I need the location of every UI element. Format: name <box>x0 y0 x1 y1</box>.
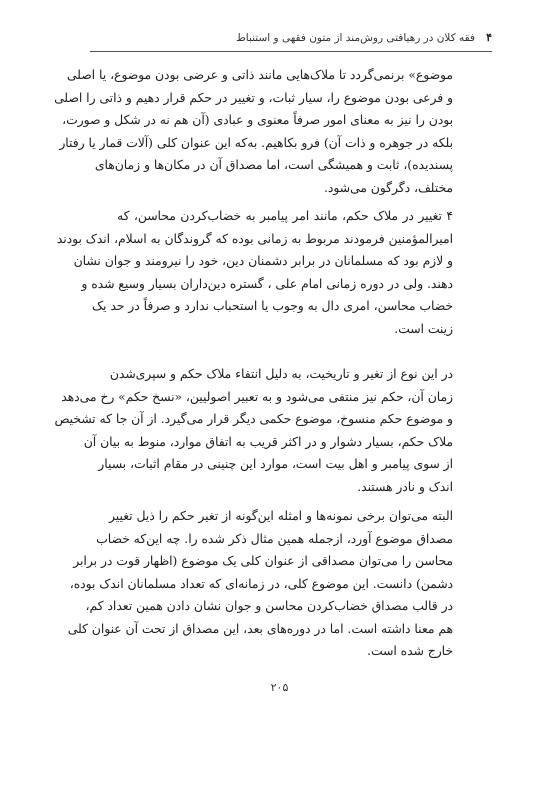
text-line: و فرعی بودن موضوع را، سیار ثبات، و تغییر در حکم قرار دهیم و ذاتی را اصلی <box>54 90 453 105</box>
text-line: خارج شده است. <box>367 644 453 658</box>
text-line: زینت است. <box>394 321 453 336</box>
text-line: هم معنا داشته است. اما در دوره‌های بعد، این مصداق از تحت آن عنوان کلی <box>67 621 453 636</box>
chapter-number: ۴ <box>486 31 492 44</box>
text-line: مصداق موضوع آورد، ازجمله همین مثال ذکر شده را. چه این‌که خضاب <box>96 531 453 546</box>
text-line: در قالب مصداق خضاب‌کردن محاسن و جوان نشان دادن همین تعداد کم، <box>85 599 453 613</box>
text-line: امیرالمؤمنین فرمودند مربوط به زمانی بوده که گروندگان به اسلام، اندک بودند <box>56 231 453 246</box>
paragraph-2 <box>56 205 453 340</box>
text-line: در این نوع از تغیر و تاریخیت، به دلیل انتفاء ملاک حکم و سپری‌شدن <box>109 367 453 381</box>
text-line: دشمن) دانست. این موضوع کلی، در زمانه‌ای که تعداد مسلمانان اندک بوده، <box>69 576 453 591</box>
text-line: ۴ تغییر در ملاک حکم، مانند امر پیامبر به خضاب‌کردن محاسن، که <box>117 209 453 223</box>
text-line: و لازم بود که مسلمانان در برابر دشمنان دین، خود را نیرومند و جوان نشان <box>73 254 453 268</box>
text-line: اندک و نادر هستند. <box>357 479 453 494</box>
page-number: ۲۰۵ <box>270 681 289 694</box>
text-line: مختلف، دگرگون می‌شود. <box>323 180 453 195</box>
text-line: پسندیده)، ثابت و همیشگی است، اما مصداق آن در مکان‌ها و زمان‌های <box>94 158 453 172</box>
text-line: و موضوع حکم منسوخ، موضوع حکمی دیگر قرار می‌گیرد. از آن جا که تشخیص <box>54 412 453 426</box>
paragraph-3 <box>54 363 453 498</box>
text-line: بلکه در جوهره و ذات آن) فرو بکاهیم. به‌که این عنوان کلی (آلات قمار یا رفتار <box>59 135 453 150</box>
page-header <box>90 31 492 49</box>
text-line: از سوی پیامبر و اهل بیت است، موارد این چنینی در مقام اثبات، بسیار <box>98 457 453 471</box>
running-title: فقه کلان در رهیافتی روش‌مند از متون فقهی و استنباط <box>236 32 475 44</box>
header-divider <box>90 51 492 52</box>
paragraph-4 <box>67 505 453 663</box>
text-line: محاسن را می‌توان مصداقی از عنوان کلی یک موضوع (اظهار قوت در برابر <box>73 554 453 568</box>
paragraph-1 <box>54 64 453 199</box>
text-line: البته می‌توان برخی نمونه‌ها و امثله این‌گونه از تغیر حکم را ذیل تغییر <box>109 509 453 523</box>
text-line: دهند. ولی در دوره زمانی امام علی ، گستره دین‌داران بسیار وسیع شده و <box>81 276 453 291</box>
text-line: ملاک حکم، بسیار دشوار و در اکثر قریب به اتفاق موارد، منوط به بیان آن <box>83 434 453 449</box>
text-line: زمان آن، حکم نیز منتفی می‌شود و به تعبیر اصولیین، «نسخ حکم» رخ می‌دهد <box>61 389 453 404</box>
text-line: خضاب محاسن، امری دال به وجوب یا استحباب ندارد و صرفاً در حد یک <box>92 299 453 313</box>
text-line: بودن را نیز به معنای امور صرفاً معنوی و عبادی (آن هم نه در شکل و صورت، <box>62 113 453 127</box>
text-line: موضوع» برنمی‌گردد تا ملاک‌هایی مانند ذاتی و عرضی بودن موضوع، یا اصلی <box>66 68 453 82</box>
